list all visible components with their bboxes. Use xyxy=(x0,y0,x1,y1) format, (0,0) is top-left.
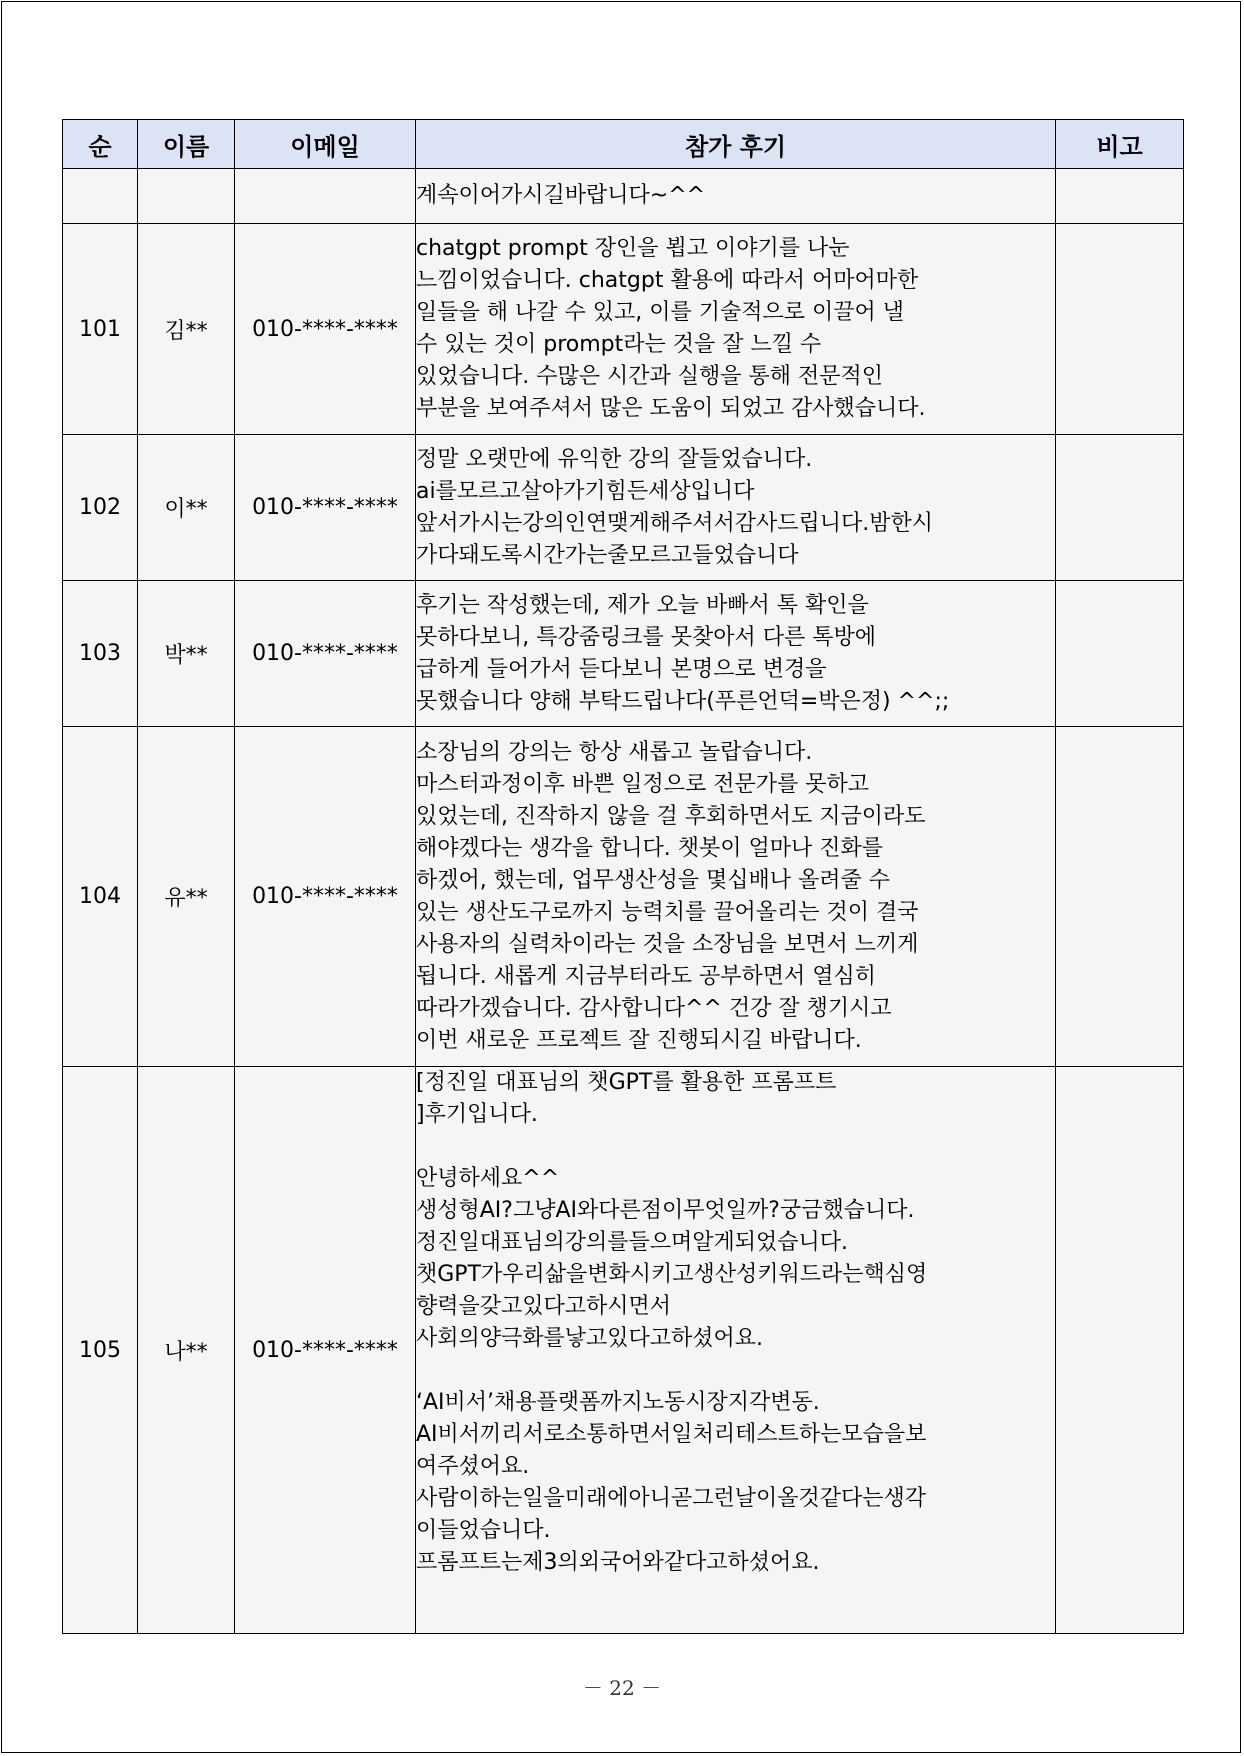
table-row xyxy=(63,435,1184,581)
header-name: 이름 xyxy=(138,120,235,169)
cell-review: chatgpt prompt 장인을 뵙고 이야기를 나눈 느낌이었습니다. chatgpt 활용에 따라서 어마어마한 일들을 해 나갈 수 있고, 이를 기술적으로 이끌어 낼 수 있는 것이 prompt라는 것을 잘 느낄 수 있었습니다. 수많은 시간과 실행을 통해 전문적인 부분을 보여주셔서 많은 도움이 되었고 감사했습니다. xyxy=(416,224,1056,435)
cell-email: 010-****-**** xyxy=(235,727,416,1067)
cell-name: 유** xyxy=(138,727,235,1067)
review-table xyxy=(62,119,1184,1634)
cell-name: 김** xyxy=(138,224,235,435)
header-note: 비고 xyxy=(1056,120,1184,169)
table-row xyxy=(63,1067,1184,1634)
cell-num: 101 xyxy=(63,224,138,435)
cell-email xyxy=(235,169,416,224)
cell-num: 104 xyxy=(63,727,138,1067)
header-review: 참가 후기 xyxy=(416,120,1056,169)
cell-note xyxy=(1056,727,1184,1067)
cell-note xyxy=(1056,169,1184,224)
cell-num: 105 xyxy=(63,1067,138,1634)
table-row xyxy=(63,727,1184,1067)
cell-num xyxy=(63,169,138,224)
cell-review: 후기는 작성했는데, 제가 오늘 바빠서 톡 확인을 못하다보니, 특강줌링크를 못찾아서 다른 톡방에 급하게 들어가서 듣다보니 본명으로 변경을 못했습니다 양해 부탁드립나다(푸른언덕=박은정) ^^;; xyxy=(416,581,1056,727)
cell-review: [정진일 대표님의 챗GPT를 활용한 프롬프트 ]후기입니다. 안녕하세요^^ 생성형AI?그냥AI와다른점이무엇일까?궁금했습니다. 정진일대표님의강의를들으며알게되었습니다. 챗GPT가우리삶을변화시키고생산성키워드라는핵심영 향력을갖고있다고하시면서 사회의양극화를낳고있다고하셨어요. ‘AI비서’채용플랫폼까지노동시장지각변동. AI비서끼리서로소통하면서일처리테스트하는모습을보 여주셨어요. 사람이하는일을미래에아니곧그런날이올것같다는생각 이들었습니다. 프롬프트는제3의외국어와같다고하셨어요. xyxy=(416,1067,1056,1634)
cell-note xyxy=(1056,1067,1184,1634)
table-row xyxy=(63,581,1184,727)
header-email: 이메일 xyxy=(235,120,416,169)
cell-email: 010-****-**** xyxy=(235,581,416,727)
cell-name xyxy=(138,169,235,224)
cell-name: 나** xyxy=(138,1067,235,1634)
header-num: 순 xyxy=(63,120,138,169)
cell-num: 103 xyxy=(63,581,138,727)
table-row xyxy=(63,169,1184,224)
header-row xyxy=(63,120,1184,169)
cell-review: 계속이어가시길바랍니다~^^ xyxy=(416,169,1056,224)
cell-note xyxy=(1056,581,1184,727)
table-row xyxy=(63,224,1184,435)
cell-email: 010-****-**** xyxy=(235,1067,416,1634)
cell-review: 소장님의 강의는 항상 새롭고 놀랍습니다. 마스터과정이후 바쁜 일정으로 전문가를 못하고 있었는데, 진작하지 않을 걸 후회하면서도 지금이라도 해야겠다는 생각을 합니다. 챗봇이 얼마나 진화를 하겠어, 했는데, 업무생산성을 몇십배나 올려줄 수 있는 생산도구로까지 능력치를 끌어올리는 것이 결국 사용자의 실력차이라는 것을 소장님을 보면서 느끼게 됩니다. 새롭게 지금부터라도 공부하면서 열심히 따라가겠습니다. 감사합니다^^ 건강 잘 챙기시고 이번 새로운 프로젝트 잘 진행되시길 바랍니다. xyxy=(416,727,1056,1067)
cell-review: 정말 오랫만에 유익한 강의 잘들었습니다. ai를모르고살아가기힘든세상입니다 앞서가시는강의인연맺게해주셔서감사드립니다.밤한시 가다돼도록시간가는줄모르고들었습니다 xyxy=(416,435,1056,581)
cell-email: 010-****-**** xyxy=(235,224,416,435)
cell-email: 010-****-**** xyxy=(235,435,416,581)
cell-note xyxy=(1056,224,1184,435)
page-number: － 22 － xyxy=(582,1676,662,1700)
cell-name: 박** xyxy=(138,581,235,727)
cell-name: 이** xyxy=(138,435,235,581)
cell-num: 102 xyxy=(63,435,138,581)
cell-note xyxy=(1056,435,1184,581)
